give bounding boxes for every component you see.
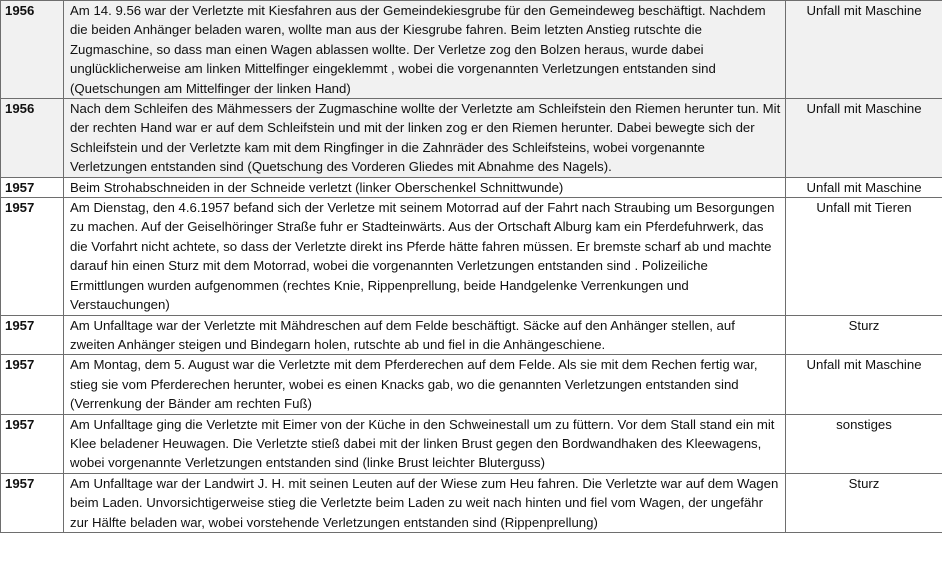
year-cell: 1957 <box>1 473 64 532</box>
year-cell: 1957 <box>1 198 64 315</box>
table-row <box>1 414 942 473</box>
accident-type-cell: sonstiges <box>786 414 942 473</box>
table-row <box>1 315 942 355</box>
description-cell: Am Unfalltage ging die Verletzte mit Eimer von der Küche in den Schweinestall um zu füttern. Vor dem Stall stand ein mit Klee beladener Heuwagen. Die Verletzte stieß dabei mit der linken Brust gegen den Bordwandhaken des Kleewagens, wobei vorgenannte Verletzungen entstanden sind (linke Brust leichter Bluterguss) <box>64 414 786 473</box>
description-cell: Am Unfalltage war der Landwirt J. H. mit seinen Leuten auf der Wiese zum Heu fahren. Die Verletzte war auf dem Wagen beim Laden. Unvorsichtigerweise stieg die Verletzte beim Laden zu weit nach hinten und fiel vom Wagen, der ungefähr zur Hälfte beladen war, wobei vorstehende Verletzungen entstanden sind (Rippenprellung) <box>64 473 786 532</box>
table-row <box>1 1 942 99</box>
description-cell: Am Montag, dem 5. August war die Verletzte mit dem Pferderechen auf dem Felde. Als sie mit dem Rechen fertig war, stieg sie vom Pferderechen herunter, wobei es einen Knacks gab, wo die genannten Verletzungen entstanden sind (Verrenkung der Bänder am rechten Fuß) <box>64 355 786 414</box>
accident-type-cell: Unfall mit Maschine <box>786 355 942 414</box>
accident-type-cell: Unfall mit Maschine <box>786 99 942 178</box>
description-cell: Am Unfalltage war der Verletzte mit Mähdreschen auf dem Felde beschäftigt. Säcke auf den Anhänger stellen, auf zweiten Anhänger steigen und Bindegarn holen, rutschte ab und fiel in die Anhängeschiene. <box>64 315 786 355</box>
year-cell: 1957 <box>1 355 64 414</box>
year-cell: 1957 <box>1 177 64 197</box>
table-row <box>1 355 942 414</box>
table-row <box>1 177 942 197</box>
table-row <box>1 473 942 532</box>
year-cell: 1956 <box>1 1 64 99</box>
accident-type-cell: Unfall mit Maschine <box>786 177 942 197</box>
description-cell: Am Dienstag, den 4.6.1957 befand sich der Verletze mit seinem Motorrad auf der Fahrt nach Straubing um Besorgungen zu machen. Auf der Geiselhöringer Straße fuhr er Stadteinwärts. Aus der Ortschaft Alburg kam ein Pferdefuhrwerk, das die Vorfahrt nicht achtete, so dass der Verletzte direkt ins Pferde hätte fahren müssen. Er bremste scharf ab und machte darauf hin einen Sturz mit dem Motorrad, wobei die vorgenannten Verletzungen entstanden sind . Polizeiliche Ermittlungen wurden aufgenommen (rechtes Knie, Rippenprellung, beide Handgelenke Verrenkungen und Verstauchungen) <box>64 198 786 315</box>
accident-type-cell: Sturz <box>786 315 942 355</box>
year-cell: 1957 <box>1 414 64 473</box>
year-cell: 1957 <box>1 315 64 355</box>
year-cell: 1956 <box>1 99 64 178</box>
accident-type-cell: Unfall mit Tieren <box>786 198 942 315</box>
description-cell: Beim Strohabschneiden in der Schneide verletzt (linker Oberschenkel Schnittwunde) <box>64 177 786 197</box>
table-row <box>1 198 942 315</box>
description-cell: Am 14. 9.56 war der Verletzte mit Kiesfahren aus der Gemeindekiesgrube für den Gemeindeweg beschäftigt. Nachdem die beiden Anhänger beladen waren, wollte man aus der Kiesgrube fahren. Beim letzten Anstieg rutschte die Zugmaschine, so dass man einen Wagen ablassen wollte. Der Verletze zog den Bolzen heraus, wurde dabei unglücklicherweise am linken Mittelfinger eingeklemmt , wobei die vorgenannten Verletzungen entstanden sind (Quetschungen am Mittelfinger der linken Hand) <box>64 1 786 99</box>
accident-type-cell: Unfall mit Maschine <box>786 1 942 99</box>
description-cell: Nach dem Schleifen des Mähmessers der Zugmaschine wollte der Verletzte am Schleifstein den Riemen herunter tun. Mit der rechten Hand war er auf dem Schleifstein und mit der linken zog er den Riemen herunter. Dabei bewegte sich der Schleifstein und der Verletzte kam mit dem Ringfinger in die Zahnräder des Schleifsteins, wobei vorgenannte Verletzungen entstanden sind (Quetschung des Vorderen Gliedes mit Abnahme des Nagels). <box>64 99 786 178</box>
accident-type-cell: Sturz <box>786 473 942 532</box>
table-row <box>1 99 942 178</box>
